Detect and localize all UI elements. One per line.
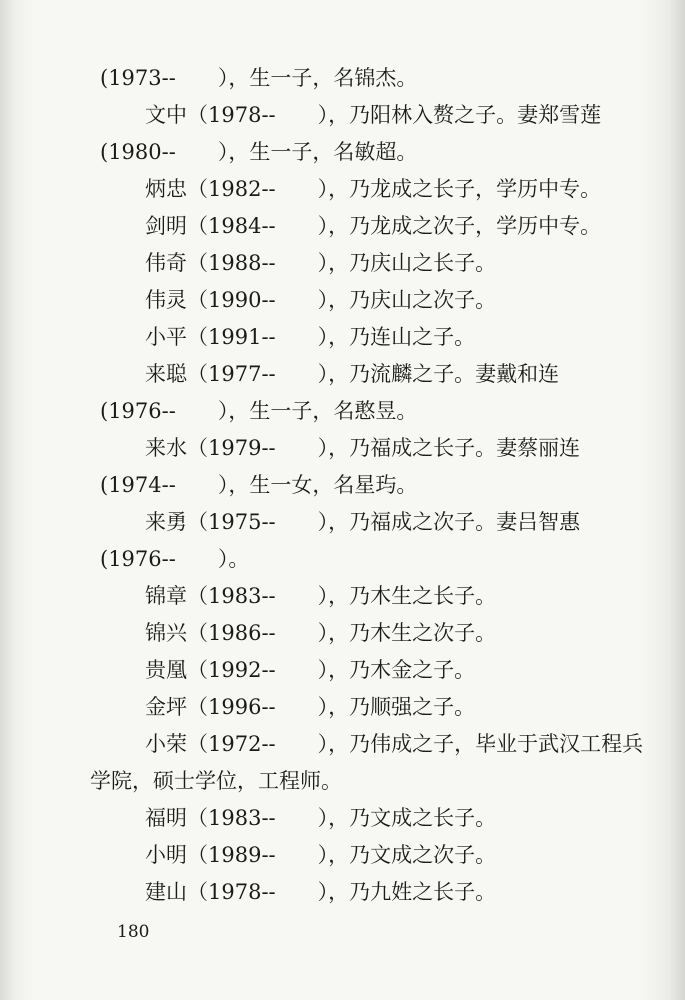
text-line: 建山（1978-- ），乃九姓之长子。: [145, 880, 497, 904]
text-line: (1976-- ），生一子，名憨昱。: [100, 399, 418, 423]
text-line: 来水（1979-- ），乃福成之长子。妻蔡丽连: [145, 436, 581, 460]
text-line: 伟奇（1988-- ），乃庆山之长子。: [145, 251, 497, 275]
text-line: 来聪（1977-- ），乃流麟之子。妻戴和连: [145, 362, 560, 386]
text-line: 锦兴（1986-- ），乃木生之次子。: [145, 621, 497, 645]
text-line: 小平（1991-- ），乃连山之子。: [145, 325, 476, 349]
text-line: 文中（1978-- ），乃阳林入赘之子。妻郑雪莲: [145, 103, 602, 127]
text-line: 小明（1989-- ），乃文成之次子。: [145, 843, 497, 867]
text-line: 贵凰（1992-- ），乃木金之子。: [145, 658, 476, 682]
text-line: (1973-- ），生一子，名锦杰。: [100, 66, 418, 90]
text-line: (1976-- ）。: [100, 547, 250, 571]
text-line: 福明（1983-- ），乃文成之长子。: [145, 806, 497, 830]
text-body: [0, 60, 685, 911]
text-line: (1974-- ），生一女，名星玙。: [100, 473, 418, 497]
page-number: 180: [117, 922, 150, 942]
text-line: 金坪（1996-- ），乃顺强之子。: [145, 695, 476, 719]
text-line: (1980-- ），生一子，名敏超。: [100, 140, 418, 164]
text-line: 来勇（1975-- ），乃福成之次子。妻吕智惠: [145, 510, 581, 534]
text-line: 小荣（1972-- ），乃伟成之子，毕业于武汉工程兵: [145, 732, 644, 756]
text-line: 锦章（1983-- ），乃木生之长子。: [145, 584, 497, 608]
text-line: 剑明（1984-- ），乃龙成之次子，学历中专。: [145, 214, 602, 238]
text-line: 炳忠（1982-- ），乃龙成之长子，学历中专。: [145, 177, 602, 201]
text-line: 学院，硕士学位，工程师。: [90, 769, 342, 793]
text-line: 伟灵（1990-- ），乃庆山之次子。: [145, 288, 497, 312]
